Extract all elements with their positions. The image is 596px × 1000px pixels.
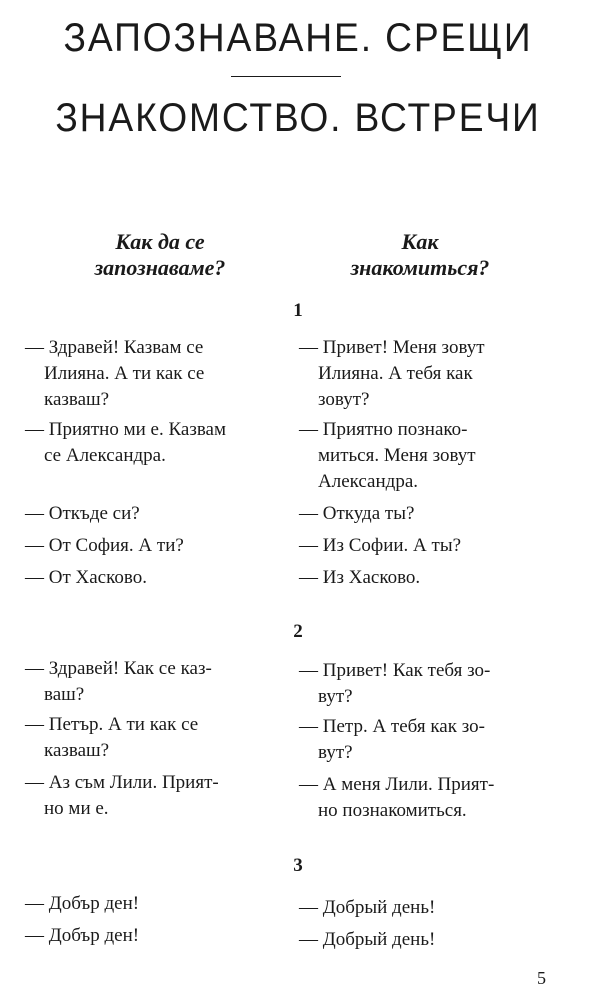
dialogue-line-ru: миться. Меня зовут bbox=[299, 445, 476, 466]
heading-line: Как да се bbox=[115, 229, 205, 254]
dialogue-line-ru: но познакомиться. bbox=[299, 800, 467, 821]
heading-line: знакомиться? bbox=[350, 255, 490, 280]
page-number: 5 bbox=[537, 968, 546, 988]
dialogue-line-bg: — Приятно ми е. Казвам bbox=[25, 419, 227, 440]
heading-line: Как bbox=[401, 229, 439, 254]
heading-line: запознаваме? bbox=[94, 255, 226, 280]
dialogue-line-ru: зовут? bbox=[299, 389, 370, 410]
section-number: 3 bbox=[293, 855, 303, 876]
dialogue-line-bg: — От София. А ти? bbox=[25, 535, 184, 556]
dialogue-line-ru: — Добрый день! bbox=[299, 897, 436, 918]
dialogue-line-bg: — От Хасково. bbox=[25, 567, 147, 588]
dialogue-line-ru: — Добрый день! bbox=[299, 929, 436, 950]
title-divider bbox=[231, 76, 341, 77]
dialogue-line-ru: — Откуда ты? bbox=[299, 503, 415, 524]
dialogue-line-bg: — Аз съм Лили. Прият- bbox=[25, 772, 219, 793]
dialogue-line-ru: — А меня Лили. Прият- bbox=[299, 774, 495, 795]
dialogue-line-ru: вут? bbox=[299, 742, 353, 763]
dialogue-line-bg: казваш? bbox=[25, 740, 110, 761]
dialogue-line-ru: — Из Хасково. bbox=[299, 567, 421, 588]
dialogue-line-ru: — Приятно познако- bbox=[299, 419, 468, 440]
dialogue-line-bg: но ми е. bbox=[25, 798, 109, 819]
dialogue-line-bg: се Александра. bbox=[25, 445, 166, 466]
dialogue-line-ru: вут? bbox=[299, 686, 353, 707]
dialogue-line-bg: Илияна. А ти как се bbox=[25, 363, 205, 384]
dialogue-line-ru: — Привет! Как тебя зо- bbox=[299, 660, 491, 681]
dialogue-line-ru: Александра. bbox=[299, 471, 419, 492]
dialogue-line-ru: — Привет! Меня зовут bbox=[299, 337, 485, 358]
section-number: 2 bbox=[293, 621, 303, 642]
column-heading-russian bbox=[300, 229, 540, 281]
dialogue-line-ru: — Петр. А тебя как зо- bbox=[299, 716, 485, 737]
column-heading-bulgarian bbox=[40, 229, 280, 281]
dialogue-line-bg: — Добър ден! bbox=[25, 893, 140, 914]
dialogue-line-bg: — Здравей! Казвам се bbox=[25, 337, 204, 358]
section-number: 1 bbox=[293, 300, 303, 321]
dialogue-line-bg: казваш? bbox=[25, 389, 110, 410]
dialogue-line-bg: ваш? bbox=[25, 684, 85, 705]
page-title-bulgarian: ЗАПОЗНАВАНЕ. СРЕЩИ bbox=[63, 16, 533, 60]
dialogue-line-bg: — Добър ден! bbox=[25, 925, 140, 946]
dialogue-line-bg: — Откъде си? bbox=[25, 503, 140, 524]
dialogue-line-bg: — Здравей! Как се каз- bbox=[25, 658, 212, 679]
dialogue-line-bg: — Петър. А ти как се bbox=[25, 714, 199, 735]
page-title-russian: ЗНАКОМСТВО. ВСТРЕЧИ bbox=[55, 96, 541, 140]
dialogue-line-ru: — Из Софии. А ты? bbox=[299, 535, 462, 556]
dialogue-line-ru: Илияна. А тебя как bbox=[299, 363, 473, 384]
